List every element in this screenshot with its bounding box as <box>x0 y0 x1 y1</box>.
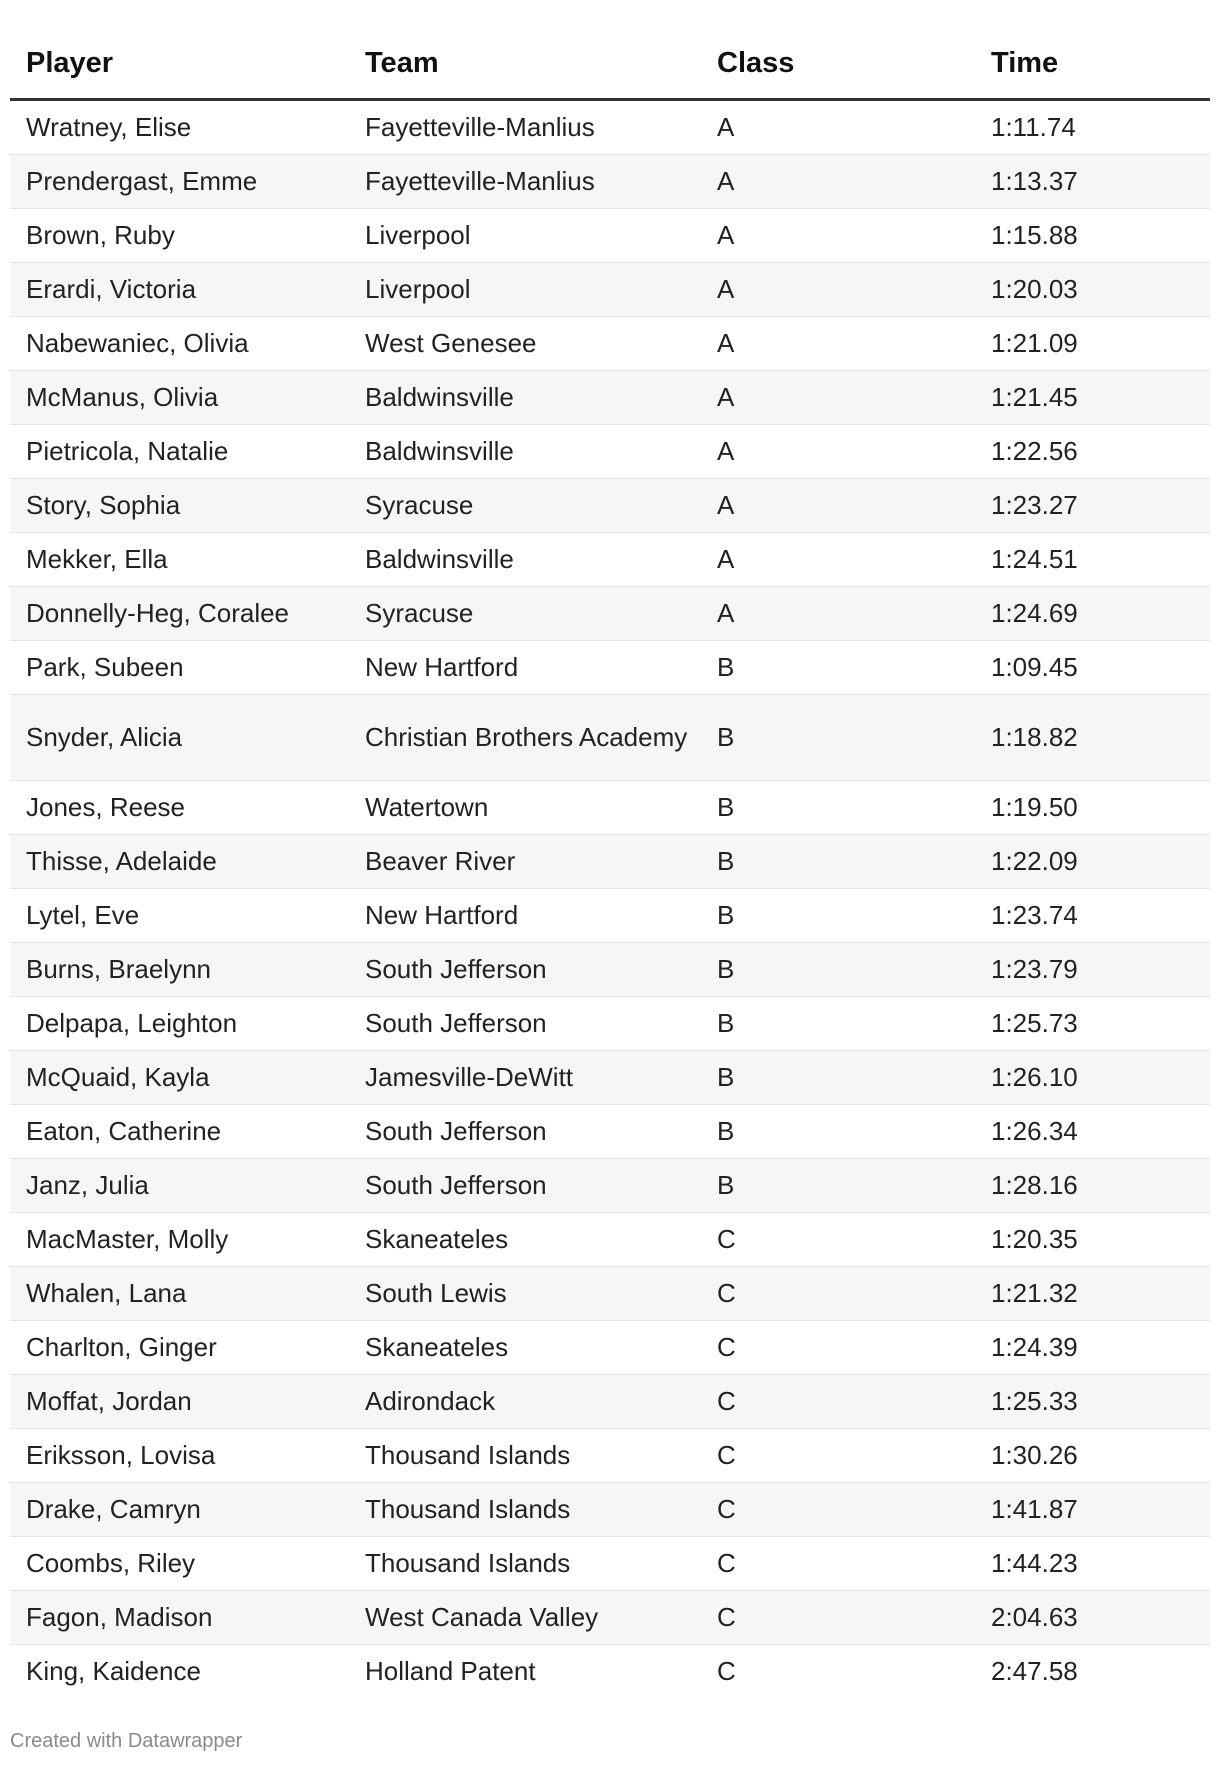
cell-player: McManus, Olivia <box>10 371 349 425</box>
cell-team: Fayetteville-Manlius <box>349 155 701 209</box>
column-header-class[interactable]: Class <box>701 28 975 100</box>
cell-team: Thousand Islands <box>349 1483 701 1537</box>
cell-player: Janz, Julia <box>10 1159 349 1213</box>
cell-player: MacMaster, Molly <box>10 1213 349 1267</box>
cell-player: Pietricola, Natalie <box>10 425 349 479</box>
table-row <box>10 371 1210 425</box>
table-row <box>10 317 1210 371</box>
cell-team: Liverpool <box>349 209 701 263</box>
table-row <box>10 943 1210 997</box>
table-row <box>10 1645 1210 1699</box>
cell-team: West Genesee <box>349 317 701 371</box>
cell-time: 1:09.45 <box>975 641 1210 695</box>
cell-time: 1:30.26 <box>975 1429 1210 1483</box>
column-header-player[interactable]: Player <box>10 28 349 100</box>
cell-player: Park, Subeen <box>10 641 349 695</box>
table-row <box>10 1429 1210 1483</box>
cell-class: B <box>701 1051 975 1105</box>
table-row <box>10 209 1210 263</box>
cell-team: Fayetteville-Manlius <box>349 100 701 155</box>
cell-player: Drake, Camryn <box>10 1483 349 1537</box>
cell-player: Erardi, Victoria <box>10 263 349 317</box>
cell-class: A <box>701 100 975 155</box>
cell-time: 1:24.39 <box>975 1321 1210 1375</box>
cell-team: Thousand Islands <box>349 1429 701 1483</box>
cell-class: C <box>701 1321 975 1375</box>
table-row <box>10 997 1210 1051</box>
cell-team: Jamesville-DeWitt <box>349 1051 701 1105</box>
results-table <box>10 28 1210 1698</box>
table-row <box>10 889 1210 943</box>
cell-class: A <box>701 155 975 209</box>
cell-player: Delpapa, Leighton <box>10 997 349 1051</box>
table-row <box>10 1267 1210 1321</box>
cell-player: Thisse, Adelaide <box>10 835 349 889</box>
table-row <box>10 100 1210 155</box>
column-header-team[interactable]: Team <box>349 28 701 100</box>
cell-time: 1:20.35 <box>975 1213 1210 1267</box>
cell-team: South Jefferson <box>349 997 701 1051</box>
cell-player: Story, Sophia <box>10 479 349 533</box>
table-row <box>10 1375 1210 1429</box>
cell-team: Liverpool <box>349 263 701 317</box>
cell-time: 1:25.33 <box>975 1375 1210 1429</box>
cell-time: 1:22.09 <box>975 835 1210 889</box>
cell-team: South Lewis <box>349 1267 701 1321</box>
table-row <box>10 641 1210 695</box>
cell-class: B <box>701 943 975 997</box>
cell-time: 1:23.27 <box>975 479 1210 533</box>
cell-player: Brown, Ruby <box>10 209 349 263</box>
footer-credit: Created with Datawrapper <box>10 1730 243 1752</box>
cell-class: A <box>701 209 975 263</box>
cell-class: C <box>701 1375 975 1429</box>
cell-time: 1:21.09 <box>975 317 1210 371</box>
table-row <box>10 425 1210 479</box>
table-row <box>10 1213 1210 1267</box>
cell-player: Charlton, Ginger <box>10 1321 349 1375</box>
cell-team: Syracuse <box>349 587 701 641</box>
cell-class: A <box>701 371 975 425</box>
cell-class: B <box>701 695 975 781</box>
cell-class: C <box>701 1213 975 1267</box>
cell-player: Mekker, Ella <box>10 533 349 587</box>
cell-time: 1:23.74 <box>975 889 1210 943</box>
cell-class: A <box>701 533 975 587</box>
cell-time: 1:44.23 <box>975 1537 1210 1591</box>
table-row <box>10 835 1210 889</box>
cell-player: Prendergast, Emme <box>10 155 349 209</box>
cell-time: 1:24.51 <box>975 533 1210 587</box>
cell-class: C <box>701 1483 975 1537</box>
cell-class: A <box>701 425 975 479</box>
cell-class: A <box>701 317 975 371</box>
cell-class: C <box>717 1655 736 1686</box>
table-body <box>10 100 1210 1699</box>
table-row <box>10 479 1210 533</box>
cell-class: B <box>701 781 975 835</box>
cell-time: 1:19.50 <box>975 781 1210 835</box>
cell-team: West Canada Valley <box>349 1591 701 1645</box>
cell-team: South Jefferson <box>349 1159 701 1213</box>
cell-class: B <box>701 1105 975 1159</box>
cell-team: Watertown <box>349 781 701 835</box>
table-row <box>10 1105 1210 1159</box>
header-row <box>10 28 1210 100</box>
cell-player: Donnelly-Heg, Coralee <box>10 587 349 641</box>
cell-player: Burns, Braelynn <box>10 943 349 997</box>
cell-time: 1:20.03 <box>975 263 1210 317</box>
cell-player: Nabewaniec, Olivia <box>10 317 349 371</box>
cell-player: Jones, Reese <box>10 781 349 835</box>
cell-team: Baldwinsville <box>349 371 701 425</box>
table-row <box>10 1159 1210 1213</box>
table-header <box>10 28 1210 100</box>
cell-team: Baldwinsville <box>349 425 701 479</box>
cell-player: Eriksson, Lovisa <box>10 1429 349 1483</box>
cell-team: Baldwinsville <box>349 533 701 587</box>
table-row <box>10 1051 1210 1105</box>
cell-class: C <box>701 1537 975 1591</box>
cell-team: Skaneateles <box>349 1321 701 1375</box>
cell-team: Holland Patent <box>365 1655 536 1686</box>
cell-class: C <box>701 1591 975 1645</box>
cell-team: Skaneateles <box>349 1213 701 1267</box>
cell-time: 1:24.69 <box>975 587 1210 641</box>
cell-player: McQuaid, Kayla <box>10 1051 349 1105</box>
table-row <box>10 781 1210 835</box>
cell-time: 1:21.32 <box>975 1267 1210 1321</box>
cell-time: 1:25.73 <box>975 997 1210 1051</box>
cell-player: Coombs, Riley <box>10 1537 349 1591</box>
cell-player: Snyder, Alicia <box>10 695 349 781</box>
table-row <box>10 263 1210 317</box>
table-row <box>10 587 1210 641</box>
cell-time: 2:47.58 <box>991 1655 1078 1686</box>
cell-time: 1:18.82 <box>975 695 1210 781</box>
cell-time: 1:26.34 <box>975 1105 1210 1159</box>
cell-class: B <box>701 1159 975 1213</box>
cell-time: 1:11.74 <box>975 100 1210 155</box>
table-row <box>10 1591 1210 1645</box>
cell-player: Lytel, Eve <box>10 889 349 943</box>
cell-time: 1:21.45 <box>975 371 1210 425</box>
table-row <box>10 695 1210 781</box>
cell-team: New Hartford <box>349 889 701 943</box>
cell-team: South Jefferson <box>349 943 701 997</box>
cell-team: Adirondack <box>349 1375 701 1429</box>
cell-team: Syracuse <box>349 479 701 533</box>
cell-player: King, Kaidence <box>26 1655 201 1686</box>
cell-time: 1:23.79 <box>975 943 1210 997</box>
cell-team: South Jefferson <box>349 1105 701 1159</box>
cell-class: B <box>701 835 975 889</box>
column-header-time[interactable]: Time <box>975 28 1210 100</box>
cell-class: B <box>701 889 975 943</box>
cell-time: 1:28.16 <box>975 1159 1210 1213</box>
cell-time: 1:41.87 <box>975 1483 1210 1537</box>
cell-player: Whalen, Lana <box>10 1267 349 1321</box>
cell-team: New Hartford <box>349 641 701 695</box>
cell-time: 1:13.37 <box>975 155 1210 209</box>
cell-time: 1:26.10 <box>975 1051 1210 1105</box>
cell-time: 1:15.88 <box>975 209 1210 263</box>
cell-time: 2:04.63 <box>975 1591 1210 1645</box>
cell-class: B <box>701 997 975 1051</box>
cell-player: Eaton, Catherine <box>10 1105 349 1159</box>
table-row <box>10 155 1210 209</box>
cell-time: 1:22.56 <box>975 425 1210 479</box>
cell-player: Fagon, Madison <box>10 1591 349 1645</box>
table-row <box>10 1537 1210 1591</box>
cell-class: C <box>701 1267 975 1321</box>
table-row <box>10 1483 1210 1537</box>
results-table-container <box>10 28 1210 1698</box>
cell-class: A <box>701 479 975 533</box>
table-row <box>10 533 1210 587</box>
cell-class: A <box>701 587 975 641</box>
cell-player: Wratney, Elise <box>10 100 349 155</box>
cell-class: A <box>701 263 975 317</box>
cell-team: Thousand Islands <box>349 1537 701 1591</box>
cell-team: Beaver River <box>349 835 701 889</box>
cell-class: C <box>701 1429 975 1483</box>
table-row <box>10 1321 1210 1375</box>
cell-class: B <box>701 641 975 695</box>
cell-player: Moffat, Jordan <box>10 1375 349 1429</box>
cell-team: Christian Brothers Academy <box>349 695 701 781</box>
